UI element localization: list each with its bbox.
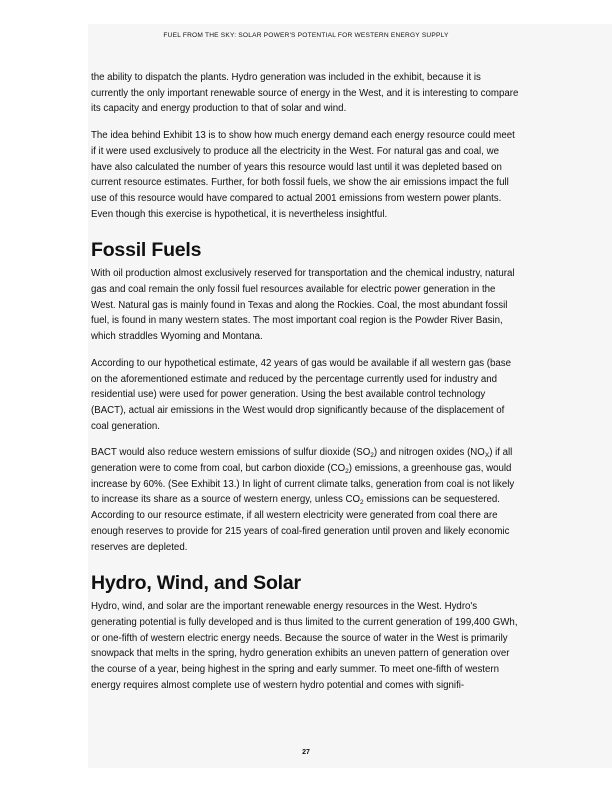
page-number: 27: [302, 749, 310, 756]
hydro-paragraph-1: Hydro, wind, and solar are the important renewable energy resources in the West. Hydro's generating potential is fully developed and is thus limited to the current generation of 199,400 GWh, or one-fifth of western electric energy needs. Because the source of water in the West is primarily snowpack that melts in the spring, hydro generation exhibits an uneven pattern of generation over the course of a year, being highest in the spring and early summer. To meet one-fifth of western energy requires almost complete use of western hydro potential and comes with signifi-: [91, 601, 518, 691]
subscript: 2: [345, 468, 349, 476]
fossil-paragraph-3: [91, 445, 519, 555]
text-run: ) if all generation were to come from coal, but carbon dioxide (CO: [91, 447, 513, 475]
intro-paragraph-1: the ability to dispatch the plants. Hydro generation was included in the exhibit, because it is currently the only important renewable source of energy in the West, and it is interesting to compare its capacity and energy production to that of solar and wind.: [91, 72, 519, 115]
fossil-paragraph-1: With oil production almost exclusively reserved for transportation and the chemical industry, natural gas and coal remain the only fossil fuel resources available for electric power generation in the West. Natural gas is mainly found in Texas and along the Rockies. Coal, the most abundant fossil fuel, is found in many western states. The most important coal region is the Powder River Basin, which straddles Wyoming and Montana.: [91, 268, 515, 343]
section-heading-hydro-wind-solar: Hydro, Wind, and Solar: [91, 572, 301, 595]
text-run: emissions can be sequestered. According to our resource estimate, if all western electricity were generated from coal there are enough reserves to provide for 215 years of coal-fired generation until proven and likely economic reserves are depleted.: [91, 494, 510, 553]
running-header: FUEL FROM THE SKY: SOLAR POWER'S POTENTIAL FOR WESTERN ENERGY SUPPLY: [163, 32, 449, 39]
fossil-paragraph-2: According to our hypothetical estimate, 42 years of gas would be available if all western gas (base on the aforementioned estimate and reduced by the percentage currently used for industry and residential use) were used for power generation. Using the best available control technology (BACT), actual air emissions in the West would drop significantly because of the displacement of coal generation.: [91, 357, 512, 432]
section-heading-fossil-fuels: Fossil Fuels: [91, 239, 202, 262]
subscript: 2: [370, 452, 374, 460]
text-run: ) and nitrogen oxides (NO: [373, 447, 485, 459]
page-body: [91, 70, 519, 705]
subscript: X: [484, 452, 490, 460]
intro-paragraph-2: The idea behind Exhibit 13 is to show how much energy demand each energy resource could meet if it were used exclusively to produce all the electricity in the West. For natural gas and coal, we have also calculated the number of years this resource would last until it was depleted based on current resource estimates. Further, for both fossil fuels, we show the air emissions impact the full use of this resource would have compared to actual 2001 emissions from western power plants. Even though this exercise is hypothetical, it is nevertheless insightful.: [91, 130, 515, 220]
text-run: BACT would also reduce western emissions of sulfur dioxide (SO: [91, 447, 371, 459]
text-run: ) emissions, a greenhouse gas, would increase by 60%. (See Exhibit 13.) In light of current climate talks, generation from coal is not likely to increase its share as a source of western energy, unless CO: [91, 463, 515, 506]
subscript: 2: [360, 499, 364, 507]
